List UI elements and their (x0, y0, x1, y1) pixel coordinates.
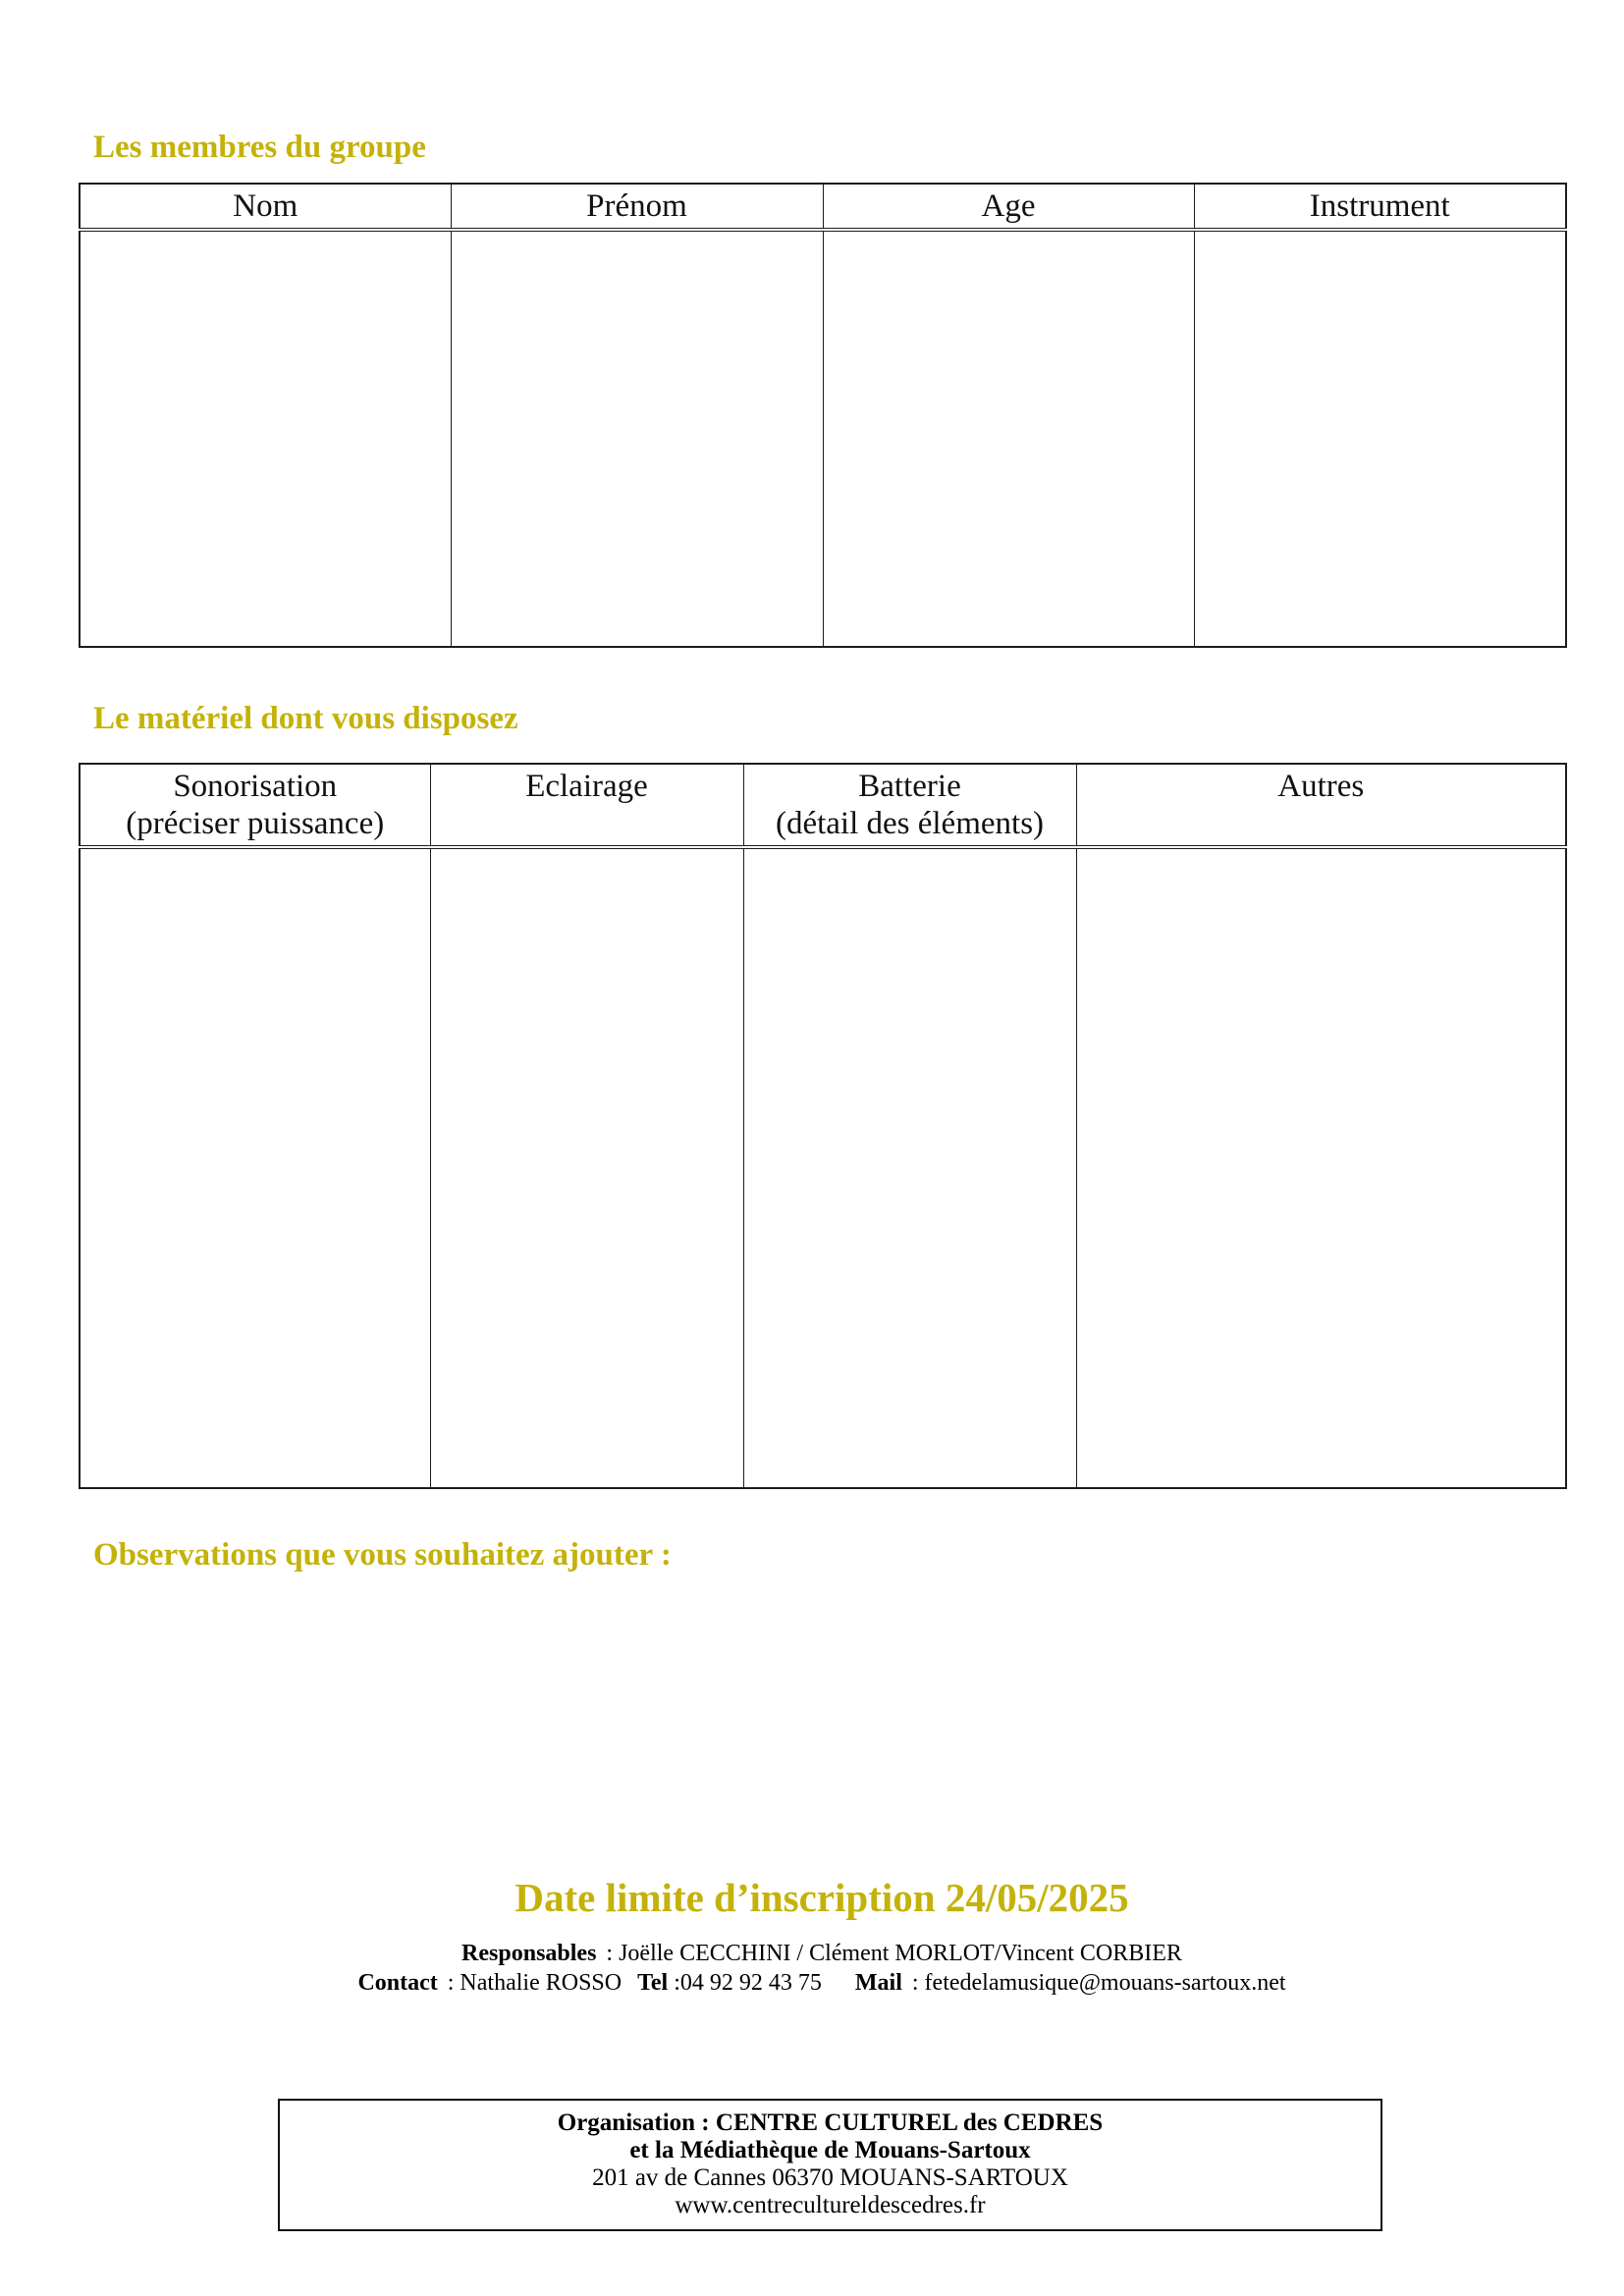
materials-header-row (80, 764, 1566, 847)
members-cell-prenom (451, 230, 823, 647)
column-header-autres (1076, 764, 1566, 847)
materials-cell-autres (1076, 847, 1566, 1488)
materials-section-heading: Le matériel dont vous disposez (93, 701, 518, 736)
contact-line (79, 1968, 1565, 1998)
organisation-address: 201 av de Cannes 06370 MOUANS-SARTOUX (592, 2164, 1068, 2191)
page-content (79, 0, 1565, 2231)
header-line-1: Eclairage (525, 769, 648, 804)
members-section-heading: Les membres du groupe (93, 130, 426, 165)
header-line-1: Batterie (858, 769, 961, 804)
column-header-prenom: Prénom (451, 184, 823, 230)
mail-value: : fetedelamusique@mouans-sartoux.net (911, 1970, 1286, 1996)
materials-table (79, 763, 1567, 1489)
tel-value: :04 92 92 43 75 (674, 1970, 822, 1996)
materials-cell-sonorisation (80, 847, 430, 1488)
organisation-line-2: et la Médiathèque de Mouans-Sartoux (629, 2137, 1031, 2163)
contact-label: Contact (357, 1970, 438, 1996)
column-header-batterie (743, 764, 1076, 847)
responsables-value: : Joëlle CECCHINI / Clément MORLOT/Vincent CORBIER (606, 1941, 1182, 1966)
members-header-row (80, 184, 1566, 230)
members-entry-row (80, 230, 1566, 647)
members-cell-instrument (1194, 230, 1566, 647)
responsables-line (79, 1939, 1565, 1968)
organisation-box (278, 2099, 1382, 2231)
contact-block (79, 1939, 1565, 1998)
members-cell-age (823, 230, 1194, 647)
materials-cell-eclairage (430, 847, 743, 1488)
column-header-sonorisation (80, 764, 430, 847)
responsables-label: Responsables (461, 1941, 597, 1966)
mail-label: Mail (854, 1970, 902, 1996)
header-line-1: Autres (1277, 769, 1365, 804)
members-cell-nom (80, 230, 451, 647)
materials-cell-batterie (743, 847, 1076, 1488)
deadline-heading: Date limite d’inscription 24/05/2025 (514, 1875, 1129, 1920)
header-line-2: (détail des éléments) (775, 806, 1045, 841)
tel-label: Tel (637, 1970, 669, 1996)
header-line-1: Sonorisation (173, 769, 338, 804)
members-table (79, 183, 1567, 648)
header-line-2: (préciser puissance) (126, 806, 385, 841)
column-header-age: Age (823, 184, 1194, 230)
column-header-instrument: Instrument (1194, 184, 1566, 230)
organisation-website: www.centrecultureldescedres.fr (675, 2192, 986, 2218)
materials-entry-row (80, 847, 1566, 1488)
organisation-line-1: Organisation : CENTRE CULTUREL des CEDRES (557, 2109, 1104, 2136)
column-header-eclairage (430, 764, 743, 847)
observations-heading: Observations que vous souhaitez ajouter : (93, 1537, 672, 1573)
contact-value: : Nathalie ROSSO (447, 1970, 623, 1996)
column-header-nom: Nom (80, 184, 451, 230)
